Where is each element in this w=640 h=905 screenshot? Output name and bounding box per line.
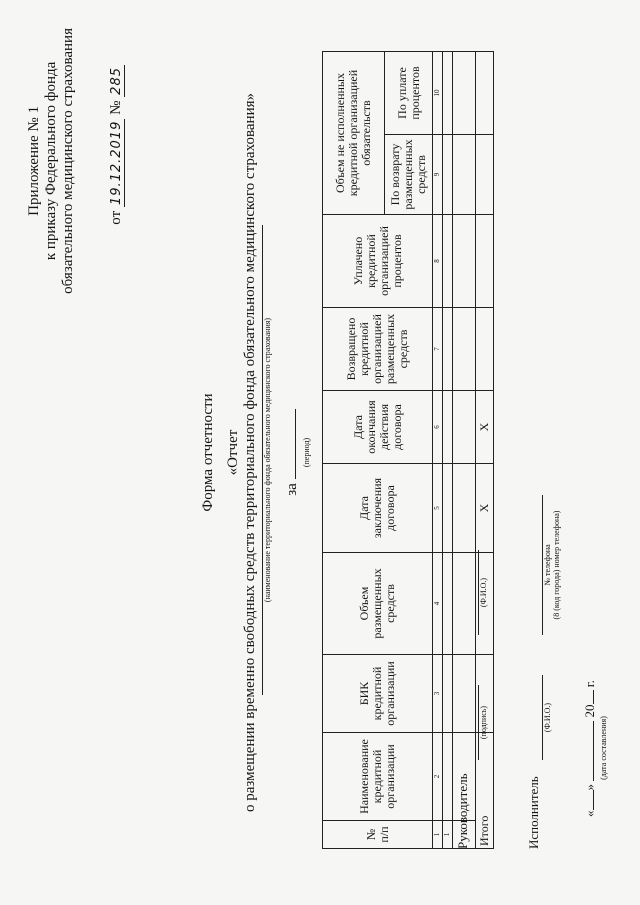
head-fio-field	[478, 550, 488, 635]
column-numbers-row	[433, 52, 443, 849]
report-title	[225, 0, 259, 905]
order-date-handwritten: 19.12.2019	[109, 120, 124, 206]
header-num: № п/п	[323, 821, 433, 849]
appendix-line3: обязательного медицинского страхования	[60, 28, 76, 294]
fund-name-caption: (наименование территориального фонда обязательного медицинского страхования)	[263, 317, 272, 603]
table-cell	[453, 391, 476, 464]
head-signature-caption: (подпись)	[479, 705, 488, 740]
table-cell	[453, 464, 476, 553]
table-cell	[443, 391, 453, 464]
order-date-line	[108, 65, 125, 225]
phone-field	[542, 495, 561, 635]
header-bik: БИК кредитной организации	[323, 655, 433, 733]
period-line	[284, 0, 301, 905]
date-field	[582, 680, 598, 817]
table-row	[443, 52, 453, 849]
table-cell	[476, 308, 494, 391]
col-num-2: 2	[433, 733, 443, 821]
period-blank	[295, 409, 296, 479]
table-row	[453, 52, 476, 849]
executor-fio-field	[542, 675, 552, 760]
year-suffix: г.	[582, 680, 597, 688]
header-returned: Возвращено кредитной организацией размещенных средств	[323, 308, 433, 391]
report-title-line1: «Отчет	[225, 429, 241, 476]
head-label: Руководитель	[455, 773, 470, 849]
table-cell	[443, 52, 453, 135]
header-interest-paid: Уплачено кредитной организацией процентов	[323, 215, 433, 308]
col-num-9: 9	[433, 135, 443, 215]
table-cell	[453, 655, 476, 733]
table-cell	[476, 215, 494, 308]
col-num-3: 3	[433, 655, 443, 733]
date-quote-close: »	[582, 784, 597, 791]
head-signature-field	[478, 685, 488, 760]
header-volume: Объем размещенных средств	[323, 553, 433, 655]
report-table	[322, 51, 494, 849]
appendix-line2: к приказу Федерального фонда	[43, 61, 59, 261]
table-cell	[453, 308, 476, 391]
header-org-name: Наименование кредитной организации	[323, 733, 433, 821]
table-cell	[443, 135, 453, 215]
table-cell	[443, 308, 453, 391]
row-number: 1	[443, 821, 453, 849]
table-cell	[443, 733, 453, 821]
total-label: Итого	[476, 733, 494, 849]
date-quote-open: «	[582, 810, 597, 817]
col-num-4: 4	[433, 553, 443, 655]
col-num-8: 8	[433, 215, 443, 308]
header-end-date: Дата окончания действия договора	[323, 391, 433, 464]
form-title: Форма отчетности	[200, 393, 216, 512]
table-cell	[476, 52, 494, 135]
col-num-10: 10	[433, 52, 443, 135]
table-cell	[453, 215, 476, 308]
table-cell	[453, 135, 476, 215]
table-cell	[453, 52, 476, 135]
executor-label: Исполнитель	[526, 776, 541, 849]
table-cell	[453, 553, 476, 655]
fund-name-field	[262, 225, 273, 695]
header-unf-return: По возврату размещенных средств	[385, 135, 433, 215]
total-x-end: X	[476, 391, 494, 464]
table-cell	[443, 215, 453, 308]
table-cell	[443, 655, 453, 733]
appendix-line1: Приложение № 1	[26, 106, 42, 216]
phone-caption-1: № телефона	[543, 544, 552, 586]
table-cell	[443, 553, 453, 655]
executor-fio-caption: (Ф.И.О.)	[543, 702, 552, 733]
header-unf-interest: По уплате процентов	[385, 52, 433, 135]
total-x-conclusion: X	[476, 464, 494, 553]
col-num-7: 7	[433, 308, 443, 391]
order-number-handwritten: 285	[109, 67, 124, 95]
header-conclusion-date: Дата заключения договора	[323, 464, 433, 553]
table-cell	[476, 135, 494, 215]
phone-caption-2: (8 (код города) номер телефона)	[552, 510, 561, 620]
number-prefix: №	[108, 100, 124, 115]
table-cell	[443, 464, 453, 553]
col-num-5: 5	[433, 464, 443, 553]
header-row-1	[323, 52, 385, 849]
date-prefix: от	[108, 210, 124, 225]
date-caption: (дата составления)	[599, 716, 608, 780]
header-unfulfilled: Объем не исполненных кредитной организацией обязательств	[323, 52, 385, 215]
report-title-line2: о размещении временно свободных средств территориального фонда обязательного медицинского страхования»	[242, 92, 258, 813]
appendix-header	[26, 28, 77, 294]
col-num-1: 1	[433, 821, 443, 849]
col-num-6: 6	[433, 391, 443, 464]
year-prefix: 20	[582, 704, 597, 718]
period-caption: (период)	[302, 437, 311, 468]
head-fio-caption: (Ф.И.О.)	[479, 577, 488, 608]
za-label: за	[284, 483, 300, 496]
